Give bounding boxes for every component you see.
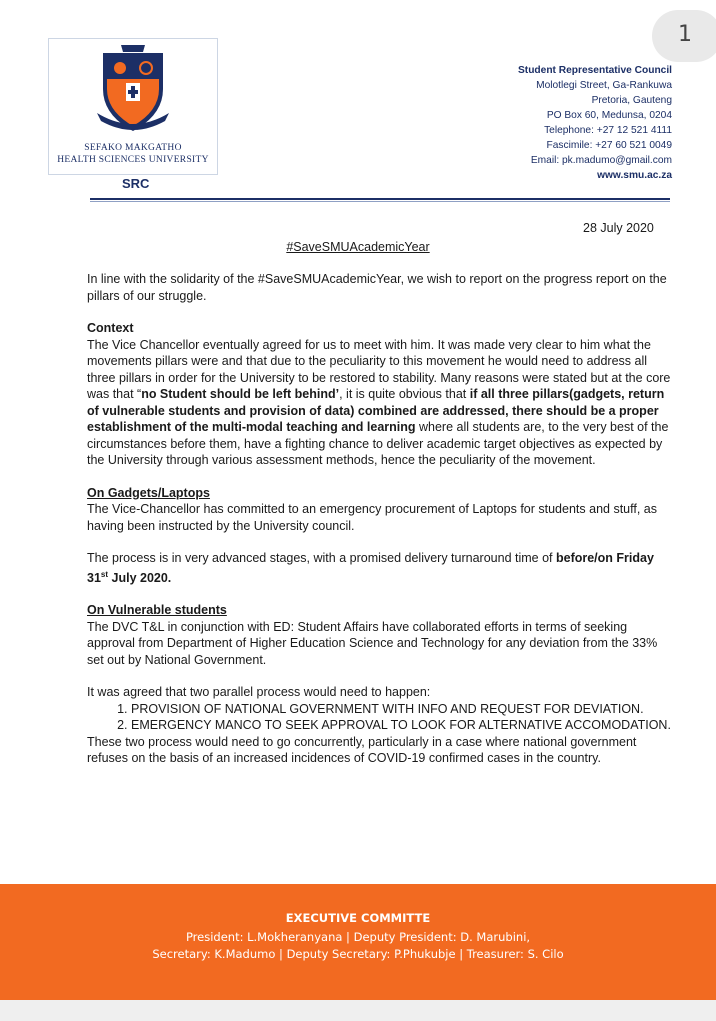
page-bottom-margin (0, 1000, 716, 1021)
header-divider (90, 198, 670, 200)
context-text-3: where all students are, to the very best of the circumstances before them, have a fighting chance to deliver academic target objectives as expected by the University through various assessment methods, hence the peculiarity of the movement. (87, 420, 669, 467)
context-bold-2: if all three pillars(gadgets, return of vulnerable students and provision of data) combined are addressed, there should be a proper establishment of the multi-modal teaching and learning (87, 387, 665, 434)
gadgets-paragraph-1: The Vice-Chancellor has committed to an emergency procurement of Laptops for students and stuff, as having been instructed by the University council. (87, 502, 657, 533)
contact-telephone: Telephone: +27 12 521 4111 (544, 125, 672, 136)
footer-title: EXECUTIVE COMMITTE (285, 911, 431, 925)
footer-line-1: President: L.Mokheranyana | Deputy President: D. Marubini, (185, 930, 531, 944)
process-list-item: 2. EMERGENCY MANCO TO SEEK APPROVAL TO LOOK FOR ALTERNATIVE ACCOMODATION. (131, 717, 677, 734)
src-label: SRC (122, 176, 150, 191)
gadgets-superscript: st (100, 569, 109, 579)
contact-email: Email: pk.madumo@gmail.com (530, 155, 672, 166)
contact-title: Student Representative Council (518, 65, 672, 76)
context-bold-1: no Student should be left behind’ (141, 387, 340, 401)
context-heading: Context (87, 321, 134, 335)
vulnerable-paragraph-2: It was agreed that two parallel process would need to happen: (87, 685, 431, 700)
university-name-line2: HEALTH SCIENCES UNIVERSITY (57, 155, 209, 165)
process-list-item: 1. PROVISION OF NATIONAL GOVERNMENT WITH INFO AND REQUEST FOR DEVIATION. (131, 701, 677, 718)
gadgets-text: The process is in very advanced stages, with a promised delivery turnaround time of (87, 551, 556, 565)
university-name-line1: SEFAKO MAKGATHO (84, 143, 182, 153)
header-divider-thin (90, 201, 670, 202)
context-paragraph (87, 337, 677, 469)
letter-body (87, 271, 677, 767)
contact-fax: Fascimile: +27 60 521 0049 (546, 140, 672, 151)
gadgets-bold-1: before/on Friday 31 (87, 551, 654, 585)
contact-city: Pretoria, Gauteng (591, 95, 672, 106)
gadgets-paragraph-2 (87, 550, 677, 586)
footer-line-2: Secretary: K.Madumo | Deputy Secretary: P.Phukubje | Treasurer: S. Cilo (152, 947, 564, 961)
intro-paragraph: In line with the solidarity of the #SaveSMUAcademicYear, we wish to report on the progress report on the pillars of our struggle. (87, 272, 667, 303)
gadgets-heading: On Gadgets/Laptops (87, 485, 210, 500)
footer-banner (0, 884, 716, 1000)
letter-date: 28 July 2020 (583, 221, 654, 235)
university-logo (48, 38, 218, 175)
vulnerable-paragraph-3: These two process would need to go concurrently, particularly in a case where national government refuses on the basis of an increased incidences of COVID-19 confirmed cases in the country. (87, 734, 637, 766)
contact-po-box: PO Box 60, Medunsa, 0204 (546, 110, 672, 121)
vulnerable-heading: On Vulnerable students (87, 603, 227, 618)
context-text-1: The Vice Chancellor eventually agreed for us to meet with him. It was made very clear to him what the movements pillars were and that due to the peculiarity to this movement he would need to address all three pillars in order for the University to be restored to stability. Many reasons were stated but at the core was that “ (87, 337, 671, 401)
hashtag-title: #SaveSMUAcademicYear (286, 240, 430, 254)
vulnerable-paragraph-1: The DVC T&L in conjunction with ED: Student Affairs have collaborated efforts in terms of seeking approval from Department of Higher Education Science and Technology for any deviation from the 33% set out by National Government. (87, 619, 658, 667)
context-text-2: , it is quite obvious that (339, 387, 470, 401)
contact-website: www.smu.ac.za (597, 170, 672, 181)
contact-block (518, 63, 672, 183)
page-number: 1 (678, 22, 692, 47)
contact-street: Molotlegi Street, Ga-Rankuwa (536, 80, 672, 91)
gadgets-bold-2: July 2020. (108, 570, 172, 585)
university-crest-icon (93, 43, 173, 135)
process-list (87, 701, 677, 734)
